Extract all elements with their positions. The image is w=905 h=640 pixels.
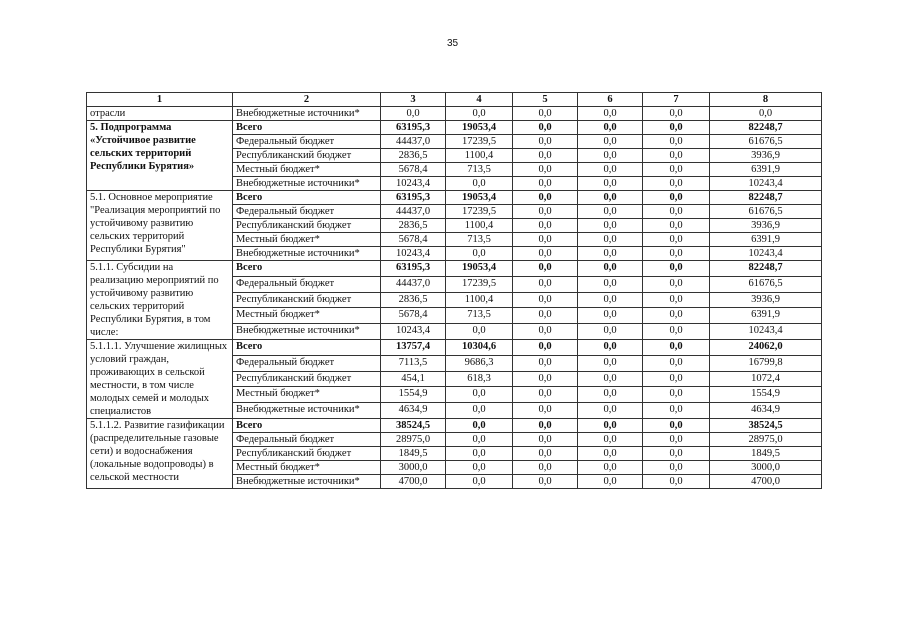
value-cell: 5678,4 bbox=[381, 308, 446, 324]
value-cell: 0,0 bbox=[643, 177, 710, 191]
value-cell: 63195,3 bbox=[381, 121, 446, 135]
value-cell: 10243,4 bbox=[381, 324, 446, 340]
value-cell: 10304,6 bbox=[446, 340, 513, 356]
page-number: 35 bbox=[446, 38, 459, 49]
value-cell: 0,0 bbox=[643, 387, 710, 403]
value-cell: 0,0 bbox=[643, 276, 710, 292]
value-cell: 0,0 bbox=[643, 149, 710, 163]
funding-source: Всего bbox=[233, 340, 381, 356]
funding-source: Федеральный бюджет bbox=[233, 205, 381, 219]
funding-source: Местный бюджет* bbox=[233, 233, 381, 247]
header-row bbox=[87, 93, 822, 107]
value-cell: 61676,5 bbox=[710, 135, 822, 149]
value-cell: 0,0 bbox=[643, 433, 710, 447]
funding-source: Республиканский бюджет bbox=[233, 371, 381, 387]
value-cell: 0,0 bbox=[578, 191, 643, 205]
column-header: 2 bbox=[233, 93, 381, 107]
value-cell: 0,0 bbox=[446, 177, 513, 191]
value-cell: 0,0 bbox=[643, 121, 710, 135]
value-cell: 0,0 bbox=[446, 403, 513, 419]
value-cell: 0,0 bbox=[643, 461, 710, 475]
program-name: 5. Подпрограмма «Устойчивое развитие сельских территорий Республики Бурятия» bbox=[87, 121, 233, 191]
funding-source: Местный бюджет* bbox=[233, 163, 381, 177]
value-cell: 0,0 bbox=[513, 340, 578, 356]
value-cell: 0,0 bbox=[643, 261, 710, 277]
value-cell: 2836,5 bbox=[381, 149, 446, 163]
funding-source: Всего bbox=[233, 121, 381, 135]
value-cell: 0,0 bbox=[513, 135, 578, 149]
value-cell: 0,0 bbox=[578, 233, 643, 247]
column-header: 3 bbox=[381, 93, 446, 107]
value-cell: 0,0 bbox=[446, 107, 513, 121]
value-cell: 38524,5 bbox=[381, 419, 446, 433]
table-row bbox=[87, 121, 822, 135]
column-header: 8 bbox=[710, 93, 822, 107]
value-cell: 3000,0 bbox=[710, 461, 822, 475]
value-cell: 0,0 bbox=[643, 135, 710, 149]
value-cell: 1849,5 bbox=[710, 447, 822, 461]
value-cell: 454,1 bbox=[381, 371, 446, 387]
value-cell: 17239,5 bbox=[446, 205, 513, 219]
value-cell: 0,0 bbox=[513, 177, 578, 191]
funding-source: Внебюджетные источники* bbox=[233, 324, 381, 340]
value-cell: 0,0 bbox=[643, 292, 710, 308]
value-cell: 44437,0 bbox=[381, 276, 446, 292]
value-cell: 0,0 bbox=[513, 475, 578, 489]
value-cell: 0,0 bbox=[578, 461, 643, 475]
value-cell: 0,0 bbox=[513, 387, 578, 403]
value-cell: 0,0 bbox=[446, 387, 513, 403]
value-cell: 2836,5 bbox=[381, 292, 446, 308]
value-cell: 0,0 bbox=[513, 247, 578, 261]
value-cell: 0,0 bbox=[643, 419, 710, 433]
value-cell: 4634,9 bbox=[381, 403, 446, 419]
value-cell: 38524,5 bbox=[710, 419, 822, 433]
value-cell: 3936,9 bbox=[710, 149, 822, 163]
value-cell: 713,5 bbox=[446, 163, 513, 177]
program-name: 5.1.1.1. Улучшение жилищных условий граждан, проживающих в сельской местности, в том числе молодых семей и молодых специалистов bbox=[87, 340, 233, 419]
value-cell: 3000,0 bbox=[381, 461, 446, 475]
funding-source: Внебюджетные источники* bbox=[233, 107, 381, 121]
value-cell: 6391,9 bbox=[710, 233, 822, 247]
value-cell: 0,0 bbox=[578, 308, 643, 324]
value-cell: 1100,4 bbox=[446, 292, 513, 308]
value-cell: 0,0 bbox=[513, 219, 578, 233]
column-header: 6 bbox=[578, 93, 643, 107]
value-cell: 0,0 bbox=[578, 121, 643, 135]
value-cell: 0,0 bbox=[578, 340, 643, 356]
value-cell: 0,0 bbox=[643, 324, 710, 340]
value-cell: 618,3 bbox=[446, 371, 513, 387]
value-cell: 0,0 bbox=[643, 371, 710, 387]
value-cell: 0,0 bbox=[381, 107, 446, 121]
value-cell: 63195,3 bbox=[381, 261, 446, 277]
value-cell: 3936,9 bbox=[710, 292, 822, 308]
funding-source: Федеральный бюджет bbox=[233, 135, 381, 149]
program-name: 5.1. Основное мероприятие "Реализация мероприятий по устойчивому развитию сельских территорий Республики Бурятия" bbox=[87, 191, 233, 261]
value-cell: 0,0 bbox=[446, 475, 513, 489]
value-cell: 28975,0 bbox=[381, 433, 446, 447]
value-cell: 0,0 bbox=[643, 219, 710, 233]
value-cell: 0,0 bbox=[578, 261, 643, 277]
value-cell: 4700,0 bbox=[381, 475, 446, 489]
budget-table bbox=[86, 92, 822, 489]
value-cell: 0,0 bbox=[446, 433, 513, 447]
value-cell: 0,0 bbox=[578, 107, 643, 121]
value-cell: 19053,4 bbox=[446, 121, 513, 135]
value-cell: 5678,4 bbox=[381, 163, 446, 177]
column-header: 4 bbox=[446, 93, 513, 107]
value-cell: 0,0 bbox=[513, 403, 578, 419]
table-row bbox=[87, 107, 822, 121]
value-cell: 0,0 bbox=[643, 340, 710, 356]
value-cell: 9686,3 bbox=[446, 355, 513, 371]
value-cell: 0,0 bbox=[710, 107, 822, 121]
value-cell: 0,0 bbox=[446, 461, 513, 475]
value-cell: 1554,9 bbox=[381, 387, 446, 403]
value-cell: 1849,5 bbox=[381, 447, 446, 461]
value-cell: 0,0 bbox=[578, 276, 643, 292]
value-cell: 0,0 bbox=[643, 308, 710, 324]
value-cell: 0,0 bbox=[513, 419, 578, 433]
value-cell: 61676,5 bbox=[710, 205, 822, 219]
funding-source: Местный бюджет* bbox=[233, 387, 381, 403]
value-cell: 13757,4 bbox=[381, 340, 446, 356]
funding-source: Внебюджетные источники* bbox=[233, 247, 381, 261]
value-cell: 0,0 bbox=[578, 247, 643, 261]
funding-source: Местный бюджет* bbox=[233, 308, 381, 324]
value-cell: 10243,4 bbox=[710, 324, 822, 340]
funding-source: Внебюджетные источники* bbox=[233, 403, 381, 419]
value-cell: 5678,4 bbox=[381, 233, 446, 247]
value-cell: 0,0 bbox=[578, 135, 643, 149]
value-cell: 0,0 bbox=[578, 387, 643, 403]
value-cell: 44437,0 bbox=[381, 135, 446, 149]
value-cell: 0,0 bbox=[513, 276, 578, 292]
value-cell: 0,0 bbox=[643, 107, 710, 121]
value-cell: 0,0 bbox=[513, 308, 578, 324]
column-header: 5 bbox=[513, 93, 578, 107]
value-cell: 10243,4 bbox=[710, 177, 822, 191]
value-cell: 0,0 bbox=[643, 475, 710, 489]
funding-source: Всего bbox=[233, 419, 381, 433]
value-cell: 3936,9 bbox=[710, 219, 822, 233]
value-cell: 0,0 bbox=[578, 324, 643, 340]
value-cell: 63195,3 bbox=[381, 191, 446, 205]
value-cell: 4700,0 bbox=[710, 475, 822, 489]
value-cell: 61676,5 bbox=[710, 276, 822, 292]
row-name: отрасли bbox=[87, 107, 233, 121]
value-cell: 19053,4 bbox=[446, 261, 513, 277]
value-cell: 0,0 bbox=[578, 371, 643, 387]
funding-source: Республиканский бюджет bbox=[233, 219, 381, 233]
value-cell: 0,0 bbox=[578, 447, 643, 461]
value-cell: 0,0 bbox=[643, 191, 710, 205]
value-cell: 0,0 bbox=[513, 371, 578, 387]
value-cell: 0,0 bbox=[578, 475, 643, 489]
value-cell: 0,0 bbox=[513, 433, 578, 447]
value-cell: 16799,8 bbox=[710, 355, 822, 371]
value-cell: 0,0 bbox=[446, 247, 513, 261]
value-cell: 0,0 bbox=[578, 149, 643, 163]
value-cell: 7113,5 bbox=[381, 355, 446, 371]
value-cell: 1100,4 bbox=[446, 149, 513, 163]
table-row bbox=[87, 419, 822, 433]
value-cell: 2836,5 bbox=[381, 219, 446, 233]
value-cell: 0,0 bbox=[446, 447, 513, 461]
funding-source: Республиканский бюджет bbox=[233, 292, 381, 308]
funding-source: Внебюджетные источники* bbox=[233, 475, 381, 489]
value-cell: 10243,4 bbox=[381, 247, 446, 261]
value-cell: 82248,7 bbox=[710, 121, 822, 135]
funding-source: Всего bbox=[233, 261, 381, 277]
value-cell: 0,0 bbox=[513, 149, 578, 163]
value-cell: 0,0 bbox=[643, 355, 710, 371]
value-cell: 0,0 bbox=[578, 205, 643, 219]
funding-source: Федеральный бюджет bbox=[233, 276, 381, 292]
table-row bbox=[87, 261, 822, 277]
column-header: 7 bbox=[643, 93, 710, 107]
value-cell: 28975,0 bbox=[710, 433, 822, 447]
value-cell: 0,0 bbox=[513, 121, 578, 135]
value-cell: 0,0 bbox=[643, 403, 710, 419]
value-cell: 10243,4 bbox=[710, 247, 822, 261]
table-row bbox=[87, 340, 822, 356]
value-cell: 0,0 bbox=[578, 433, 643, 447]
funding-source: Республиканский бюджет bbox=[233, 149, 381, 163]
value-cell: 0,0 bbox=[513, 191, 578, 205]
table-body bbox=[87, 107, 822, 489]
value-cell: 0,0 bbox=[578, 163, 643, 177]
value-cell: 0,0 bbox=[578, 403, 643, 419]
value-cell: 0,0 bbox=[578, 177, 643, 191]
value-cell: 0,0 bbox=[643, 205, 710, 219]
value-cell: 0,0 bbox=[578, 355, 643, 371]
value-cell: 0,0 bbox=[513, 233, 578, 247]
value-cell: 44437,0 bbox=[381, 205, 446, 219]
value-cell: 0,0 bbox=[446, 419, 513, 433]
value-cell: 82248,7 bbox=[710, 261, 822, 277]
value-cell: 0,0 bbox=[643, 247, 710, 261]
value-cell: 713,5 bbox=[446, 233, 513, 247]
value-cell: 713,5 bbox=[446, 308, 513, 324]
value-cell: 0,0 bbox=[513, 324, 578, 340]
funding-source: Федеральный бюджет bbox=[233, 433, 381, 447]
funding-source: Внебюджетные источники* bbox=[233, 177, 381, 191]
value-cell: 19053,4 bbox=[446, 191, 513, 205]
program-name: 5.1.1. Субсидии на реализацию мероприятий по устойчивому развитию сельских территорий Республики Бурятия, в том числе: bbox=[87, 261, 233, 340]
value-cell: 1554,9 bbox=[710, 387, 822, 403]
value-cell: 17239,5 bbox=[446, 135, 513, 149]
value-cell: 0,0 bbox=[513, 205, 578, 219]
value-cell: 0,0 bbox=[513, 107, 578, 121]
value-cell: 10243,4 bbox=[381, 177, 446, 191]
value-cell: 0,0 bbox=[643, 447, 710, 461]
value-cell: 0,0 bbox=[513, 355, 578, 371]
value-cell: 0,0 bbox=[578, 419, 643, 433]
funding-source: Федеральный бюджет bbox=[233, 355, 381, 371]
funding-source: Местный бюджет* bbox=[233, 461, 381, 475]
table-row bbox=[87, 191, 822, 205]
funding-source: Республиканский бюджет bbox=[233, 447, 381, 461]
value-cell: 0,0 bbox=[643, 163, 710, 177]
value-cell: 0,0 bbox=[513, 461, 578, 475]
program-name: 5.1.1.2. Развитие газификации (распределительные газовые сети) и водоснабжения (локальные водопроводы) в сельской местности bbox=[87, 419, 233, 489]
value-cell: 6391,9 bbox=[710, 308, 822, 324]
value-cell: 24062,0 bbox=[710, 340, 822, 356]
value-cell: 1072,4 bbox=[710, 371, 822, 387]
value-cell: 0,0 bbox=[446, 324, 513, 340]
value-cell: 0,0 bbox=[513, 292, 578, 308]
value-cell: 0,0 bbox=[513, 447, 578, 461]
column-header: 1 bbox=[87, 93, 233, 107]
value-cell: 6391,9 bbox=[710, 163, 822, 177]
value-cell: 4634,9 bbox=[710, 403, 822, 419]
value-cell: 0,0 bbox=[578, 292, 643, 308]
value-cell: 82248,7 bbox=[710, 191, 822, 205]
value-cell: 0,0 bbox=[513, 261, 578, 277]
value-cell: 0,0 bbox=[643, 233, 710, 247]
value-cell: 17239,5 bbox=[446, 276, 513, 292]
value-cell: 1100,4 bbox=[446, 219, 513, 233]
value-cell: 0,0 bbox=[513, 163, 578, 177]
value-cell: 0,0 bbox=[578, 219, 643, 233]
funding-source: Всего bbox=[233, 191, 381, 205]
